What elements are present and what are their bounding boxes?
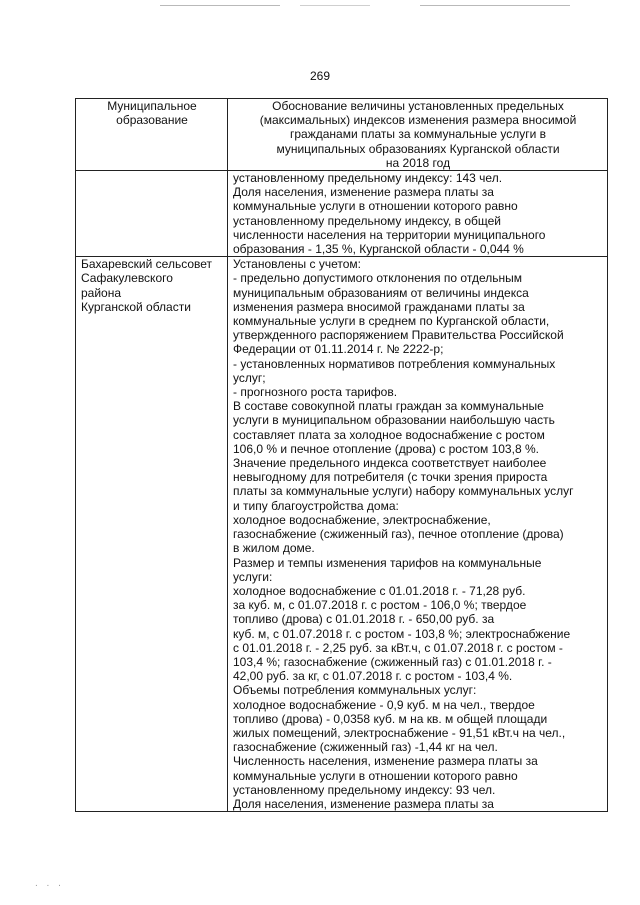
justification-text-line: образования - 1,35 %, Курганской области - 0,044 % (233, 242, 524, 257)
page-number: 269 (309, 69, 331, 83)
justification-text-line: - установленных нормативов потребления коммунальных (233, 356, 556, 371)
justification-text-line: с 01.01.2018 г. - 2,25 руб. за кВт.ч, с 01.07.2018 г. с ростом - (233, 640, 563, 655)
justification-text-line: Размер и темпы изменения тарифов на коммунальные (233, 555, 542, 570)
justification-text-line: Численность населения, изменение размера платы за (233, 754, 538, 769)
justification-text-line: коммунальные услуги в отношении которого равно (233, 199, 518, 214)
justification-table (75, 98, 608, 812)
justification-text-line: услуги в муниципальном образовании наибольшую часть (233, 413, 555, 428)
justification-text-line: 42,00 руб. за кг, с 01.07.2018 г. с ростом - 103,4 %. (233, 669, 513, 684)
table-row (76, 171, 608, 257)
justification-text-line: и типу благоустройства дома: (233, 498, 399, 513)
municipality-cell (76, 257, 228, 812)
justification-cell (228, 257, 608, 812)
justification-text-line: за куб. м, с 01.07.2018 г. с ростом - 106,0 %; твердое (233, 598, 527, 613)
justification-text-line: численности населения на территории муниципального (233, 227, 546, 242)
municipality-name-line: Бахаревский сельсовет (81, 257, 213, 272)
justification-text-line: газоснабжение (сжиженный газ), печное отопление (дрова) (233, 527, 564, 542)
header-text-line: (максимальных) индексов изменения размера вносимой (259, 113, 577, 128)
municipality-name-line: района (81, 285, 122, 300)
justification-text-line: - предельно допустимого отклонения по отдельным (233, 271, 522, 286)
justification-text-line: услуги: (233, 569, 273, 584)
table-header-row (76, 99, 608, 171)
justification-text-line: услуг; (233, 370, 266, 385)
table-row (76, 257, 608, 812)
justification-text-line: установленному предельному индексу: 143 чел. (233, 171, 503, 186)
header-text-line: гражданами платы за коммунальные услуги в (289, 127, 547, 142)
justification-text-line: в жилом доме. (233, 541, 315, 556)
header-municipality (76, 99, 228, 171)
justification-text-line: Значение предельного индекса соответствует наиболее (233, 456, 547, 471)
justification-text-line: изменения размера вносимой гражданами платы за (233, 299, 525, 314)
justification-text-line: холодное водоснабжение, электроснабжение, (233, 512, 491, 527)
municipality-cell (76, 171, 228, 257)
justification-text-line: Доля населения, изменение размера платы за (233, 185, 494, 200)
header-justification (228, 99, 608, 171)
justification-text-line: - прогнозного роста тарифов. (233, 385, 398, 400)
header-text-line: Муниципальное (107, 99, 197, 113)
justification-text-line: 106,0 % и печное отопление (дрова) с ростом 103,8 %. (233, 441, 539, 456)
justification-text-line: топливо (дрова) - 0,0358 куб. м на кв. м общей площади (233, 711, 548, 726)
justification-text-line: В составе совокупной платы граждан за коммунальные (233, 399, 544, 414)
justification-text-line: коммунальные услуги в отношении которого равно (233, 768, 518, 783)
justification-text-line: муниципальным образованиям от величины индекса (233, 285, 529, 300)
justification-text-line: топливо (дрова) с 01.01.2018 г. - 650,00 руб. за (233, 612, 495, 627)
justification-text-line: холодное водоснабжение - 0,9 куб. м на чел., твердое (233, 697, 535, 712)
justification-text-line: утвержденного распоряжением Правительства Российской (233, 328, 564, 343)
header-text-line: муниципальных образованиях Курганской области (276, 141, 560, 156)
justification-text-line: холодное водоснабжение с 01.01.2018 г. - 71,28 руб. (233, 583, 526, 598)
scan-artifact-line (420, 5, 570, 6)
justification-text-line: жилых помещений, электроснабжение - 91,51 кВт.ч на чел., (233, 725, 566, 740)
justification-text-line: составляет плата за холодное водоснабжение с ростом (233, 427, 545, 442)
header-text-line: на 2018 год (385, 155, 451, 170)
justification-text-line: установленному предельному индексу, в общей (233, 213, 501, 228)
justification-text-line: Доля населения, изменение размера платы за (233, 796, 494, 811)
scan-artifact-line (160, 5, 280, 6)
justification-text-line: Федерации от 01.11.2014 г. № 2222-р; (233, 342, 444, 357)
justification-text-line: Установлены с учетом: (233, 257, 361, 272)
municipality-name-line: Курганской области (81, 299, 191, 314)
justification-text-line: Объемы потребления коммунальных услуг: (233, 683, 477, 698)
scan-artifact-dots: . . . (35, 878, 64, 889)
header-text-line: Обоснование величины установленных предельных (272, 99, 564, 113)
justification-text-line: газоснабжение (сжиженный газ) -1,44 кг на чел. (233, 740, 498, 755)
scan-artifact-line (300, 5, 370, 6)
justification-text-line: коммунальные услуги в среднем по Курганской области, (233, 314, 550, 329)
justification-text-line: куб. м, с 01.07.2018 г. с ростом - 103,8 %; электроснабжение (233, 626, 571, 641)
justification-text-line: невыгодному для потребителя (с точки зрения прироста (233, 470, 548, 485)
header-text-line: образование (116, 113, 188, 128)
justification-text-line: 103,4 %; газоснабжение (сжиженный газ) с 01.01.2018 г. - (233, 654, 552, 669)
justification-text-line: установленному предельному индексу: 93 чел. (233, 782, 496, 797)
justification-text-line: платы за коммунальные услуги) набору коммунальных услуг (233, 484, 574, 499)
municipality-name-line: Сафакулевского (81, 271, 173, 286)
justification-cell (228, 171, 608, 257)
